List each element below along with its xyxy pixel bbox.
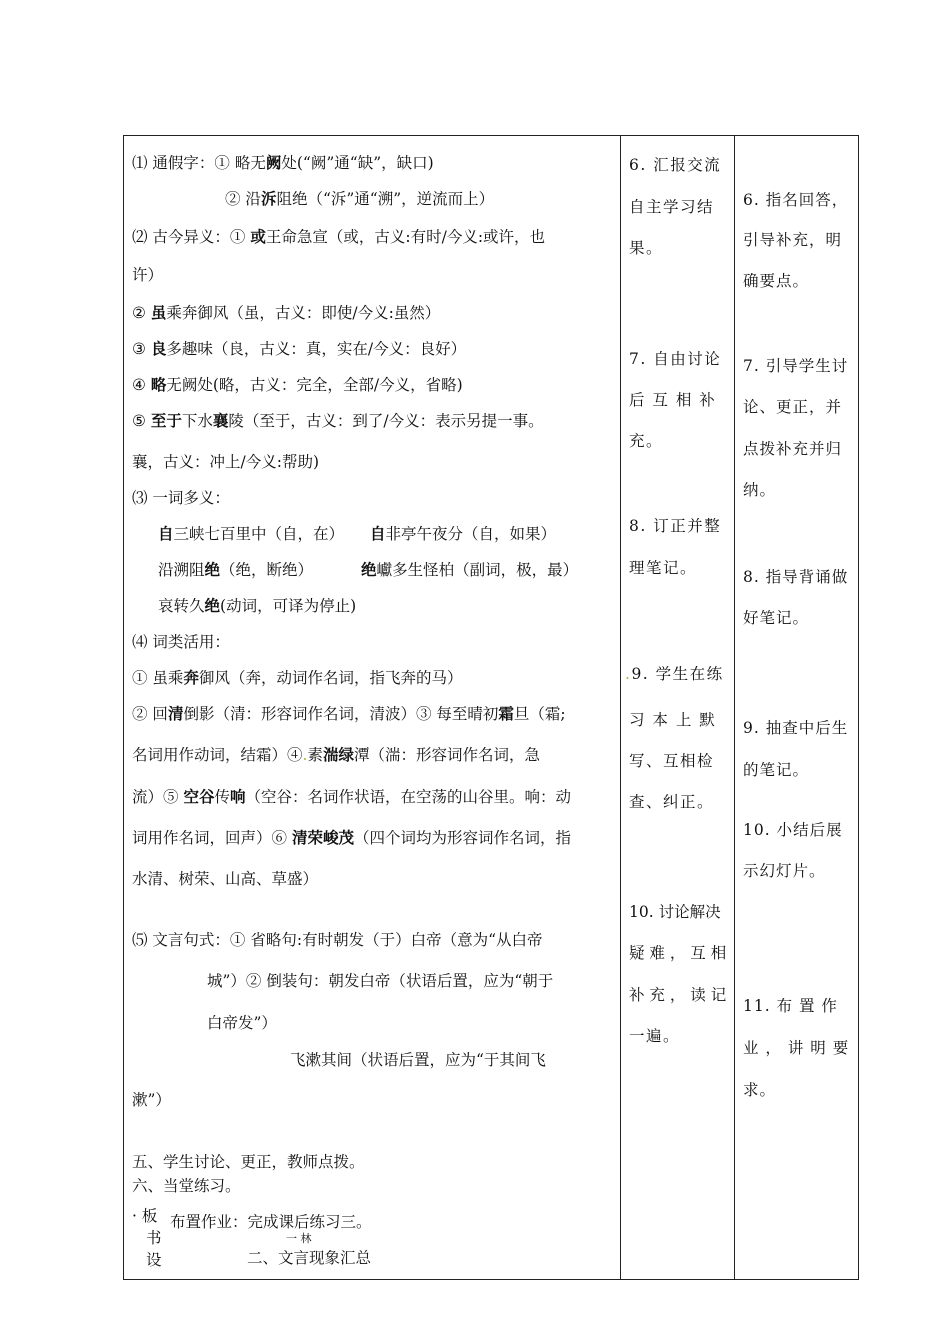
teacher-step-7-a: 7. 引导学生讨 [743,357,849,375]
tongjiazi-line-2: ② 沿泝阻绝（“泝”通“溯”，逆流而上） [225,189,495,208]
cileihuoyong-heading: ⑷ 词类活用： [132,633,230,651]
student-step-10-c: 补 充 ， 读 记 [629,986,727,1004]
board-design-label-2: 书 [146,1229,162,1247]
teacher-step-10-b: 示幻灯片。 [743,862,826,880]
gujin-line-2: 许） [132,266,164,284]
wenyanjushi-line-1: ⑸ 文言句式：① 省略句:有时朝发（于）白帝（意为“从白帝 [132,931,543,949]
wenyanjushi-line-4: 飞漱其间（状语后置，应为“于其间飞 [290,1051,546,1069]
board-section-two: 二、文言现象汇总 [247,1249,372,1267]
teacher-step-11-a: 11. 布 置 作 [743,997,838,1015]
teacher-step-8-a: 8. 指导背诵做 [743,568,849,586]
cileihuoyong-line-2: ② 回清倒影（清：形容词作名词，清波）③ 每至晴初霜旦（霜; [132,704,566,723]
yiciduoyi-line-2: 沿溯阻绝（绝，断绝） 绝巘多生怪柏（副词，极，最） [158,560,579,579]
student-activity-column [621,136,735,1279]
teacher-step-9-b: 的笔记。 [743,761,810,779]
student-step-7-c: 充。 [629,432,664,450]
wenyanjushi-line-5: 漱”） [132,1091,171,1109]
tongjiazi-line-1: ⑴ 通假字：① 略无阙处(“阙”通“缺”，缺口) [132,153,434,172]
yiciduoyi-line-3: 哀转久绝(动词，可译为停止) [158,596,357,615]
student-step-8-b: 理笔记。 [629,559,698,577]
teacher-step-8-b: 好笔记。 [743,609,810,627]
board-title-cut: 一 林 [286,1232,312,1245]
teacher-step-11-b: 业 ， 讲 明 要 [743,1039,850,1057]
student-step-6-b: 自主学习结 [629,198,715,216]
student-step-6-a: 6. 汇报交流 [629,156,722,174]
student-step-8-a: 8. 订正并整 [629,517,722,535]
gujin-item-3: ③ 良多趣味（良，古义：真，实在/今义：良好） [132,339,467,358]
teacher-step-7-c: 点拨补充并归 [743,440,843,458]
student-step-9-b: 习 本 上 默 [629,711,717,729]
teacher-step-6-b: 引导补充，明 [743,231,843,249]
cileihuoyong-line-5: 词用作名词，回声）⑥ 清荣峻茂（四个词均为形容词作名词，指 [132,828,571,847]
yiciduoyi-line-1: 自三峡七百里中（自，在） 自非亭午夜分（自，如果） [158,524,557,543]
student-step-9-c: 写、互相检 [629,752,715,770]
board-design-label-1: · 板 [132,1207,158,1225]
wenyanjushi-line-2: 城”）② 倒装句：朝发白帝（状语后置，应为“朝于 [207,972,554,990]
teacher-step-9-a: 9. 抽查中后生 [743,719,849,737]
gujin-line-1: ⑵ 古今异义：① 或王命急宣（或，古义:有时/今义:或许，也 [132,227,546,246]
gujin-item-5-cont: 襄，古义：冲上/今义:帮助) [132,453,319,471]
section-five: 五、学生讨论、更正，教师点拨。 [132,1153,365,1171]
cileihuoyong-line-6: 水清、树荣、山高、草盛） [132,870,319,888]
board-design-label-3: 设 [146,1251,162,1269]
student-step-6-c: 果。 [629,239,664,257]
homework-line: 布置作业：完成课后练习三。 [170,1213,372,1231]
teacher-step-6-a: 6. 指名回答， [743,191,849,209]
student-step-10-d: 一遍。 [629,1027,681,1045]
cileihuoyong-line-4: 流）⑤ 空谷传响（空谷：名词作状语，在空荡的山谷里。响：动 [132,787,571,806]
yiciduoyi-heading: ⑶ 一词多义： [132,489,230,507]
gujin-item-5: ⑤ 至于下水襄陵（至于，古义：到了/今义：表示另提一事。 [132,411,544,430]
wenyanjushi-line-3: 白帝发”） [207,1014,277,1032]
teacher-step-7-b: 论、更正，并 [743,398,843,416]
student-step-10-b: 疑 难 ， 互 相 [629,944,727,962]
teacher-step-11-c: 求。 [743,1081,777,1099]
student-step-10-a: 10. 讨论解决 [629,903,721,921]
student-step-7-a: 7. 自由讨论 [629,350,722,368]
cileihuoyong-line-1: ① 虽乘奔御风（奔，动词作名词，指飞奔的马） [132,668,463,687]
student-step-9-a: .9. 学生在练 [625,665,724,683]
teacher-step-6-c: 确要点。 [743,272,810,290]
student-step-9-d: 查、纠正。 [629,793,715,811]
teacher-activity-column [735,136,858,1279]
cileihuoyong-line-3: 名词用作动词，结霜）④.素湍绿潭（湍：形容词作名词，急 [132,745,540,764]
teacher-step-7-d: 纳。 [743,481,777,499]
teacher-step-10-a: 10. 小结后展 [743,821,843,839]
student-step-7-b: 后 互 相 补 [629,391,717,409]
gujin-item-2: ② 虽乘奔御风（虽，古义：即使/今义:虽然） [132,303,441,322]
gujin-item-4: ④ 略无阙处(略，古义：完全，全部/今义，省略) [132,375,463,394]
section-six: 六、当堂练习。 [132,1177,241,1195]
